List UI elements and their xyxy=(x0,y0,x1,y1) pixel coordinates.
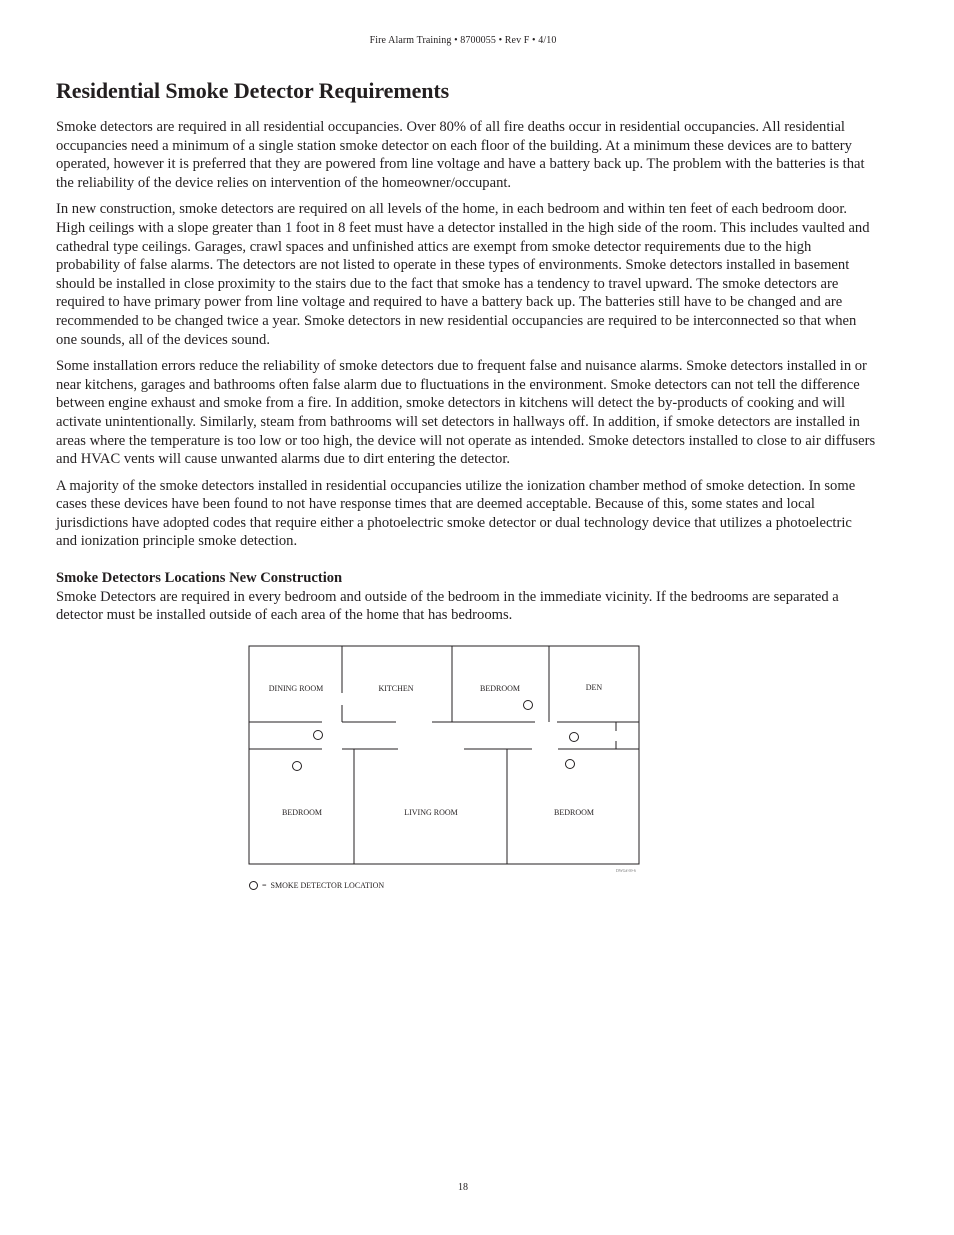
subsection xyxy=(56,569,876,625)
room-label-den: DEN xyxy=(585,683,603,692)
room-label-living: LIVING ROOM xyxy=(404,808,458,817)
room-label-kitchen: KITCHEN xyxy=(378,684,414,693)
subsection-text: Smoke Detectors are required in every bedroom and outside of the bedroom in the immediate vicinity. If the bedrooms are separated a detector must be installed outside of each area of the home that has bedrooms. xyxy=(56,588,839,624)
paragraph-ionization: A majority of the smoke detectors installed in residential occupancies utilize the ionization chamber method of smoke detection. In some cases these devices have been found to not have response times that are deemed acceptable. Because of this, some states and local jurisdictions have adopted codes that require either a photoelectric smoke detector or dual technology device that utilizes a photoelectric and ionization principle smoke detection. xyxy=(56,477,856,550)
smoke-detectors xyxy=(293,701,579,771)
legend-equals: = xyxy=(262,880,267,890)
room-label-bedroom-right: BEDROOM xyxy=(553,808,595,817)
smoke-detector-bedroom-top xyxy=(524,701,533,710)
body-text xyxy=(56,118,876,633)
page-number: 18 xyxy=(458,1182,468,1193)
paragraph-installation-errors: Some installation errors reduce the reliability of smoke detectors due to frequent false and nuisance alarms. Smoke detectors installed in or near kitchens, garages and bathrooms often false alarm due to fluctuations in the environment. Smoke detectors can not tell the difference between engine exhaust and smoke from a fire. In addition, smoke detectors in kitchens will detect the by-products of cooking and will activate unintentionally. Similarly, steam from bathrooms will set detectors in hallways off. In addition, if smoke detectors are installed in areas where the temperature is too low or too high, the device will not operate as intended. Smoke detectors installed to close to air diffusers and HVAC vents will cause unwanted alarms due to dirt entering the detector. xyxy=(56,358,876,468)
paragraph-intro: Smoke detectors are required in all residential occupancies. Over 80% of all fire deaths occur in residential occupancies. All residential occupancies need a minimum of a single station smoke detector on each floor of the building. At a minimum these devices are to battery operated, however it is preferred that they are powered from line voltage and have a battery back up. The problem with the batteries is that the reliability of the device relies on intervention of the homeowner/occupant. xyxy=(56,119,865,191)
room-label-bedroom-left: BEDROOM xyxy=(281,808,323,817)
smoke-detector-bedroom-left xyxy=(293,762,302,771)
running-header: Fire Alarm Training • 8700055 • Rev F • 4/10 xyxy=(369,35,557,46)
smoke-detector-hall-left xyxy=(314,731,323,740)
legend-label: SMOKE DETECTOR LOCATION xyxy=(270,880,385,890)
page-title: Residential Smoke Detector Requirements xyxy=(56,78,450,103)
floor-plan-diagram xyxy=(248,645,642,875)
room-label-dining: DINING ROOM xyxy=(268,684,324,693)
smoke-detector-legend-icon xyxy=(249,881,258,890)
drawing-code: DWG# 69-6 xyxy=(616,868,636,873)
outer-wall xyxy=(249,646,639,864)
smoke-detector-bedroom-right xyxy=(566,760,575,769)
floor-plan-walls xyxy=(249,646,639,864)
floor-plan-legend xyxy=(249,879,384,891)
smoke-detector-hall-right xyxy=(570,733,579,742)
paragraph-new-construction: In new construction, smoke detectors are required on all levels of the home, in each bedroom and within ten feet of each bedroom door. High ceilings with a slope greater than 1 foot in 8 feet must have a detector installed in the high side of the room. This includes vaulted and cathedral type ceilings. Garages, crawl spaces and unfinished attics are exempt from smoke detector requirements due to the high probability of false alarms. The detectors are not listed to operate in these types of environments. Smoke detectors installed in basement should be installed in close proximity to the stairs due to the fact that smoke has a tendency to travel upward. The smoke detectors are required to have primary power from line voltage and required to have a battery back up. The batteries still have to be changed and are recommended to be changed twice a year. Smoke detectors in new residential occupancies are required to be interconnected so that when one sounds, all of the devices sound. xyxy=(56,201,870,348)
room-label-bedroom-top: BEDROOM xyxy=(479,684,521,693)
subsection-title: Smoke Detectors Locations New Construction xyxy=(56,570,343,587)
